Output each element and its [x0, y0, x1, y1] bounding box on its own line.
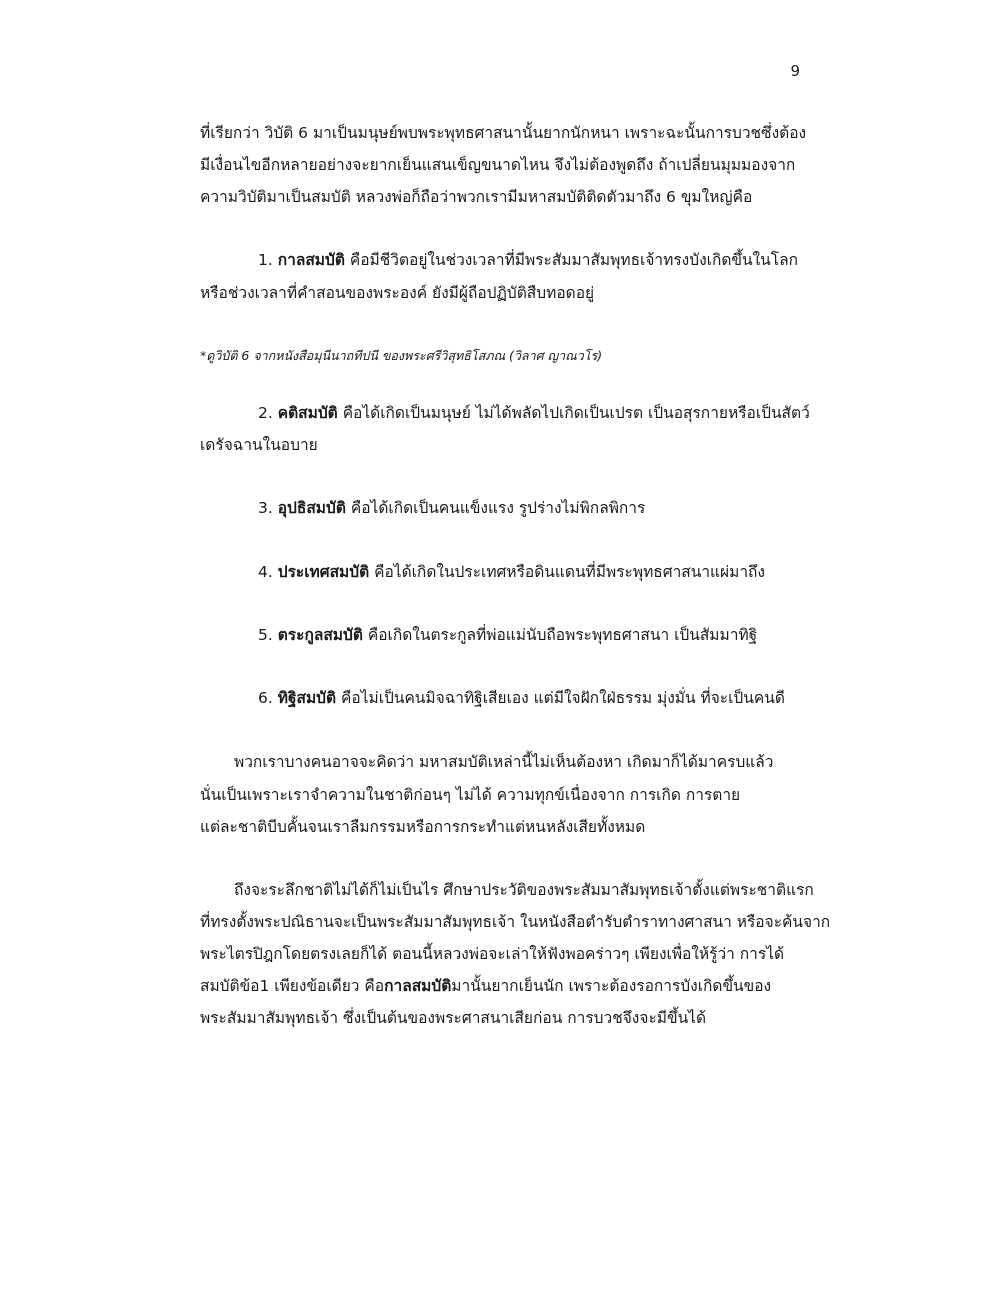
- list-item-2: [258, 403, 878, 423]
- footnote: *ดูวิบัติ 6 จากหนังสือมุนีนาถทีปนี ของพระศรีวิสุทธิโสภณ (วิลาศ ญาณวโร): [200, 348, 603, 363]
- para3-line-3: พระไตรปิฎกโดยตรงเลยก็ได้ ตอนนี้หลวงพ่อจะเล่าให้ฟังพอคร่าวๆ เพียงเพื่อให้รู้ว่า การได้: [200, 945, 785, 963]
- list-item-4: [258, 562, 878, 582]
- item-text: คือมีชีวิตอยู่ในช่วงเวลาที่มีพระสัมมาสัมพุทธเจ้าทรงบังเกิดขึ้นในโลก: [344, 251, 798, 269]
- item-number: 4.: [258, 563, 273, 581]
- list-item-2-continuation: เดรัจฉานในอบาย: [200, 436, 318, 454]
- para3-line-5: พระสัมมาสัมพุทธเจ้า ซึ่งเป็นต้นของพระศาสนาเสียก่อน การบวชจึงจะมีขึ้นได้: [200, 1009, 707, 1027]
- list-item-3: [258, 498, 878, 518]
- para3-line-4-bold: กาลสมบัติ: [384, 977, 452, 995]
- item-number: 1.: [258, 251, 273, 269]
- intro-line-1: ที่เรียกว่า วิบัติ 6 มาเป็นมนุษย์พบพระพุทธศาสนานั้นยากนักหนา เพราะฉะนั้นการบวชซึ่งต้อง: [200, 124, 807, 142]
- para3-line-4-before: สมบัติข้อ1 เพียงข้อเดียว คือ: [200, 977, 385, 995]
- item-number: 6.: [258, 689, 273, 707]
- para2-line-1: พวกเราบางคนอาจจะคิดว่า มหาสมบัติเหล่านี้ไม่เห็นต้องหา เกิดมาก็ได้มาครบแล้ว: [234, 753, 774, 771]
- para3-line-4: [200, 976, 820, 996]
- item-term: กาลสมบัติ: [277, 251, 345, 269]
- item-text: คือเกิดในตระกูลที่พ่อแม่นับถือพระพุทธศาสนา เป็นสัมมาทิฐิ: [362, 626, 758, 644]
- item-text: คือไม่เป็นคนมิจฉาทิฐิเสียเอง แต่มีใจฝักใฝ่ธรรม มุ่งมั่น ที่จะเป็นคนดี: [336, 689, 785, 707]
- item-text: คือได้เกิดเป็นคนแข็งแรง รูปร่างไม่พิกลพิการ: [345, 499, 646, 517]
- list-item-1-continuation: หรือช่วงเวลาที่คำสอนของพระองค์ ยังมีผู้ถือปฏิบัติสืบทอดอยู่: [200, 284, 595, 302]
- item-term: อุปธิสมบัติ: [277, 499, 346, 517]
- para3-line-4-after: มานั้นยากเย็นนัก เพราะต้องรอการบังเกิดขึ้นของ: [451, 977, 772, 995]
- item-number: 2.: [258, 404, 273, 422]
- item-term: คติสมบัติ: [277, 404, 338, 422]
- list-item-5: [258, 625, 878, 645]
- list-item-6: [258, 688, 878, 708]
- item-number: 5.: [258, 626, 273, 644]
- item-term: ประเทศสมบัติ: [277, 563, 370, 581]
- item-text: คือได้เกิดในประเทศหรือดินแดนที่มีพระพุทธศาสนาแผ่มาถึง: [369, 563, 766, 581]
- item-term: ทิฐิสมบัติ: [277, 689, 337, 707]
- page-number: 9: [790, 62, 800, 80]
- item-number: 3.: [258, 499, 273, 517]
- para2-line-2: นั่นเป็นเพราะเราจำความในชาติก่อนๆ ไม่ได้ ความทุกข์เนื่องจาก การเกิด การตาย: [200, 786, 741, 804]
- intro-line-2: มีเงื่อนไขอีกหลายอย่างจะยากเย็นแสนเข็ญขนาดไหน จึงไม่ต้องพูดถึง ถ้าเปลี่ยนมุมมองจาก: [200, 156, 796, 174]
- item-text: คือได้เกิดเป็นมนุษย์ ไม่ได้พลัดไปเกิดเป็นเปรต เป็นอสุรกายหรือเป็นสัตว์: [337, 404, 810, 422]
- list-item-1: [258, 250, 878, 270]
- item-term: ตระกูลสมบัติ: [277, 626, 363, 644]
- para3-line-1: ถึงจะระลึกชาติไม่ได้ก็ไม่เป็นไร ศึกษาประวัติของพระสัมมาสัมพุทธเจ้าตั้งแต่พระชาติแรก: [234, 881, 814, 899]
- para3-line-2: ที่ทรงตั้งพระปณิธานจะเป็นพระสัมมาสัมพุทธเจ้า ในหนังสือตำรับตำราทางศาสนา หรือจะค้นจาก: [200, 913, 831, 931]
- para2-line-3: แต่ละชาติบีบคั้นจนเราลืมกรรมหรือการกระทำแต่หนหลังเสียทั้งหมด: [200, 818, 646, 836]
- intro-line-3: ความวิบัติมาเป็นสมบัติ หลวงพ่อก็ถือว่าพวกเรามีมหาสมบัติติดตัวมาถึง 6 ขุมใหญ่คือ: [200, 188, 753, 206]
